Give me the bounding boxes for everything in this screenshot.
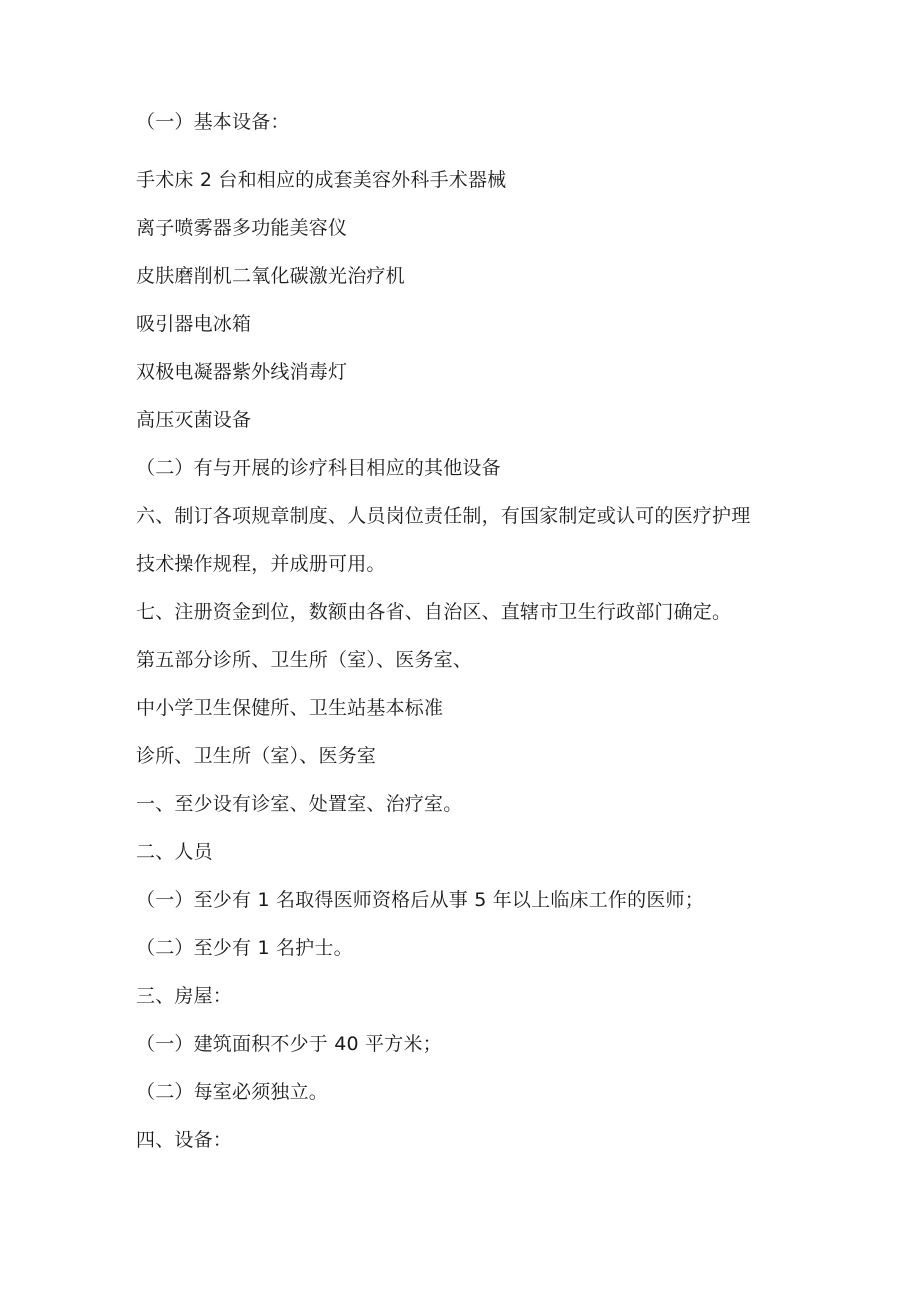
equipment-line-sterilizer: 高压灭菌设备 bbox=[136, 409, 252, 431]
equipment-line-operating-table: 手术床 2 台和相应的成套美容外科手术器械 bbox=[136, 169, 507, 191]
paragraph-six-line-2: 技术操作规程，并成册可用。 bbox=[136, 553, 386, 575]
equipment-line-other: （二）有与开展的诊疗科目相应的其他设备 bbox=[136, 457, 501, 479]
equipment-line-ion-sprayer: 离子喷雾器多功能美容仪 bbox=[136, 217, 348, 239]
part-five-title-line-1: 第五部分诊所、卫生所（室）、医务室、 bbox=[136, 649, 473, 671]
personnel-doctor: （一）至少有 1 名取得医师资格后从事 5 年以上临床工作的医师； bbox=[136, 889, 704, 911]
subsection-title-clinic: 诊所、卫生所（室）、医务室 bbox=[136, 745, 377, 767]
item-one-rooms: 一、至少设有诊室、处置室、治疗室。 bbox=[136, 793, 463, 815]
equipment-line-skin-grinder: 皮肤磨削机二氧化碳激光治疗机 bbox=[136, 265, 405, 287]
section-heading-basic-equipment: （一）基本设备： bbox=[136, 111, 290, 133]
paragraph-six-line-1: 六、制订各项规章制度、人员岗位责任制，有国家制定或认可的医疗护理 bbox=[136, 505, 751, 527]
item-two-personnel: 二、人员 bbox=[136, 841, 213, 863]
part-five-title-line-2: 中小学卫生保健所、卫生站基本标准 bbox=[136, 697, 444, 719]
housing-area: （一）建筑面积不少于 40 平方米； bbox=[136, 1033, 442, 1055]
personnel-nurse: （二）至少有 1 名护士。 bbox=[136, 937, 353, 959]
equipment-line-aspirator: 吸引器电冰箱 bbox=[136, 313, 252, 335]
item-four-equipment: 四、设备： bbox=[136, 1129, 233, 1151]
equipment-line-bipolar-coagulator: 双极电凝器紫外线消毒灯 bbox=[136, 361, 348, 383]
paragraph-seven: 七、注册资金到位，数额由各省、自治区、直辖市卫生行政部门确定。 bbox=[136, 601, 732, 623]
housing-independent-rooms: （二）每室必须独立。 bbox=[136, 1081, 329, 1103]
item-three-housing: 三、房屋： bbox=[136, 985, 233, 1007]
